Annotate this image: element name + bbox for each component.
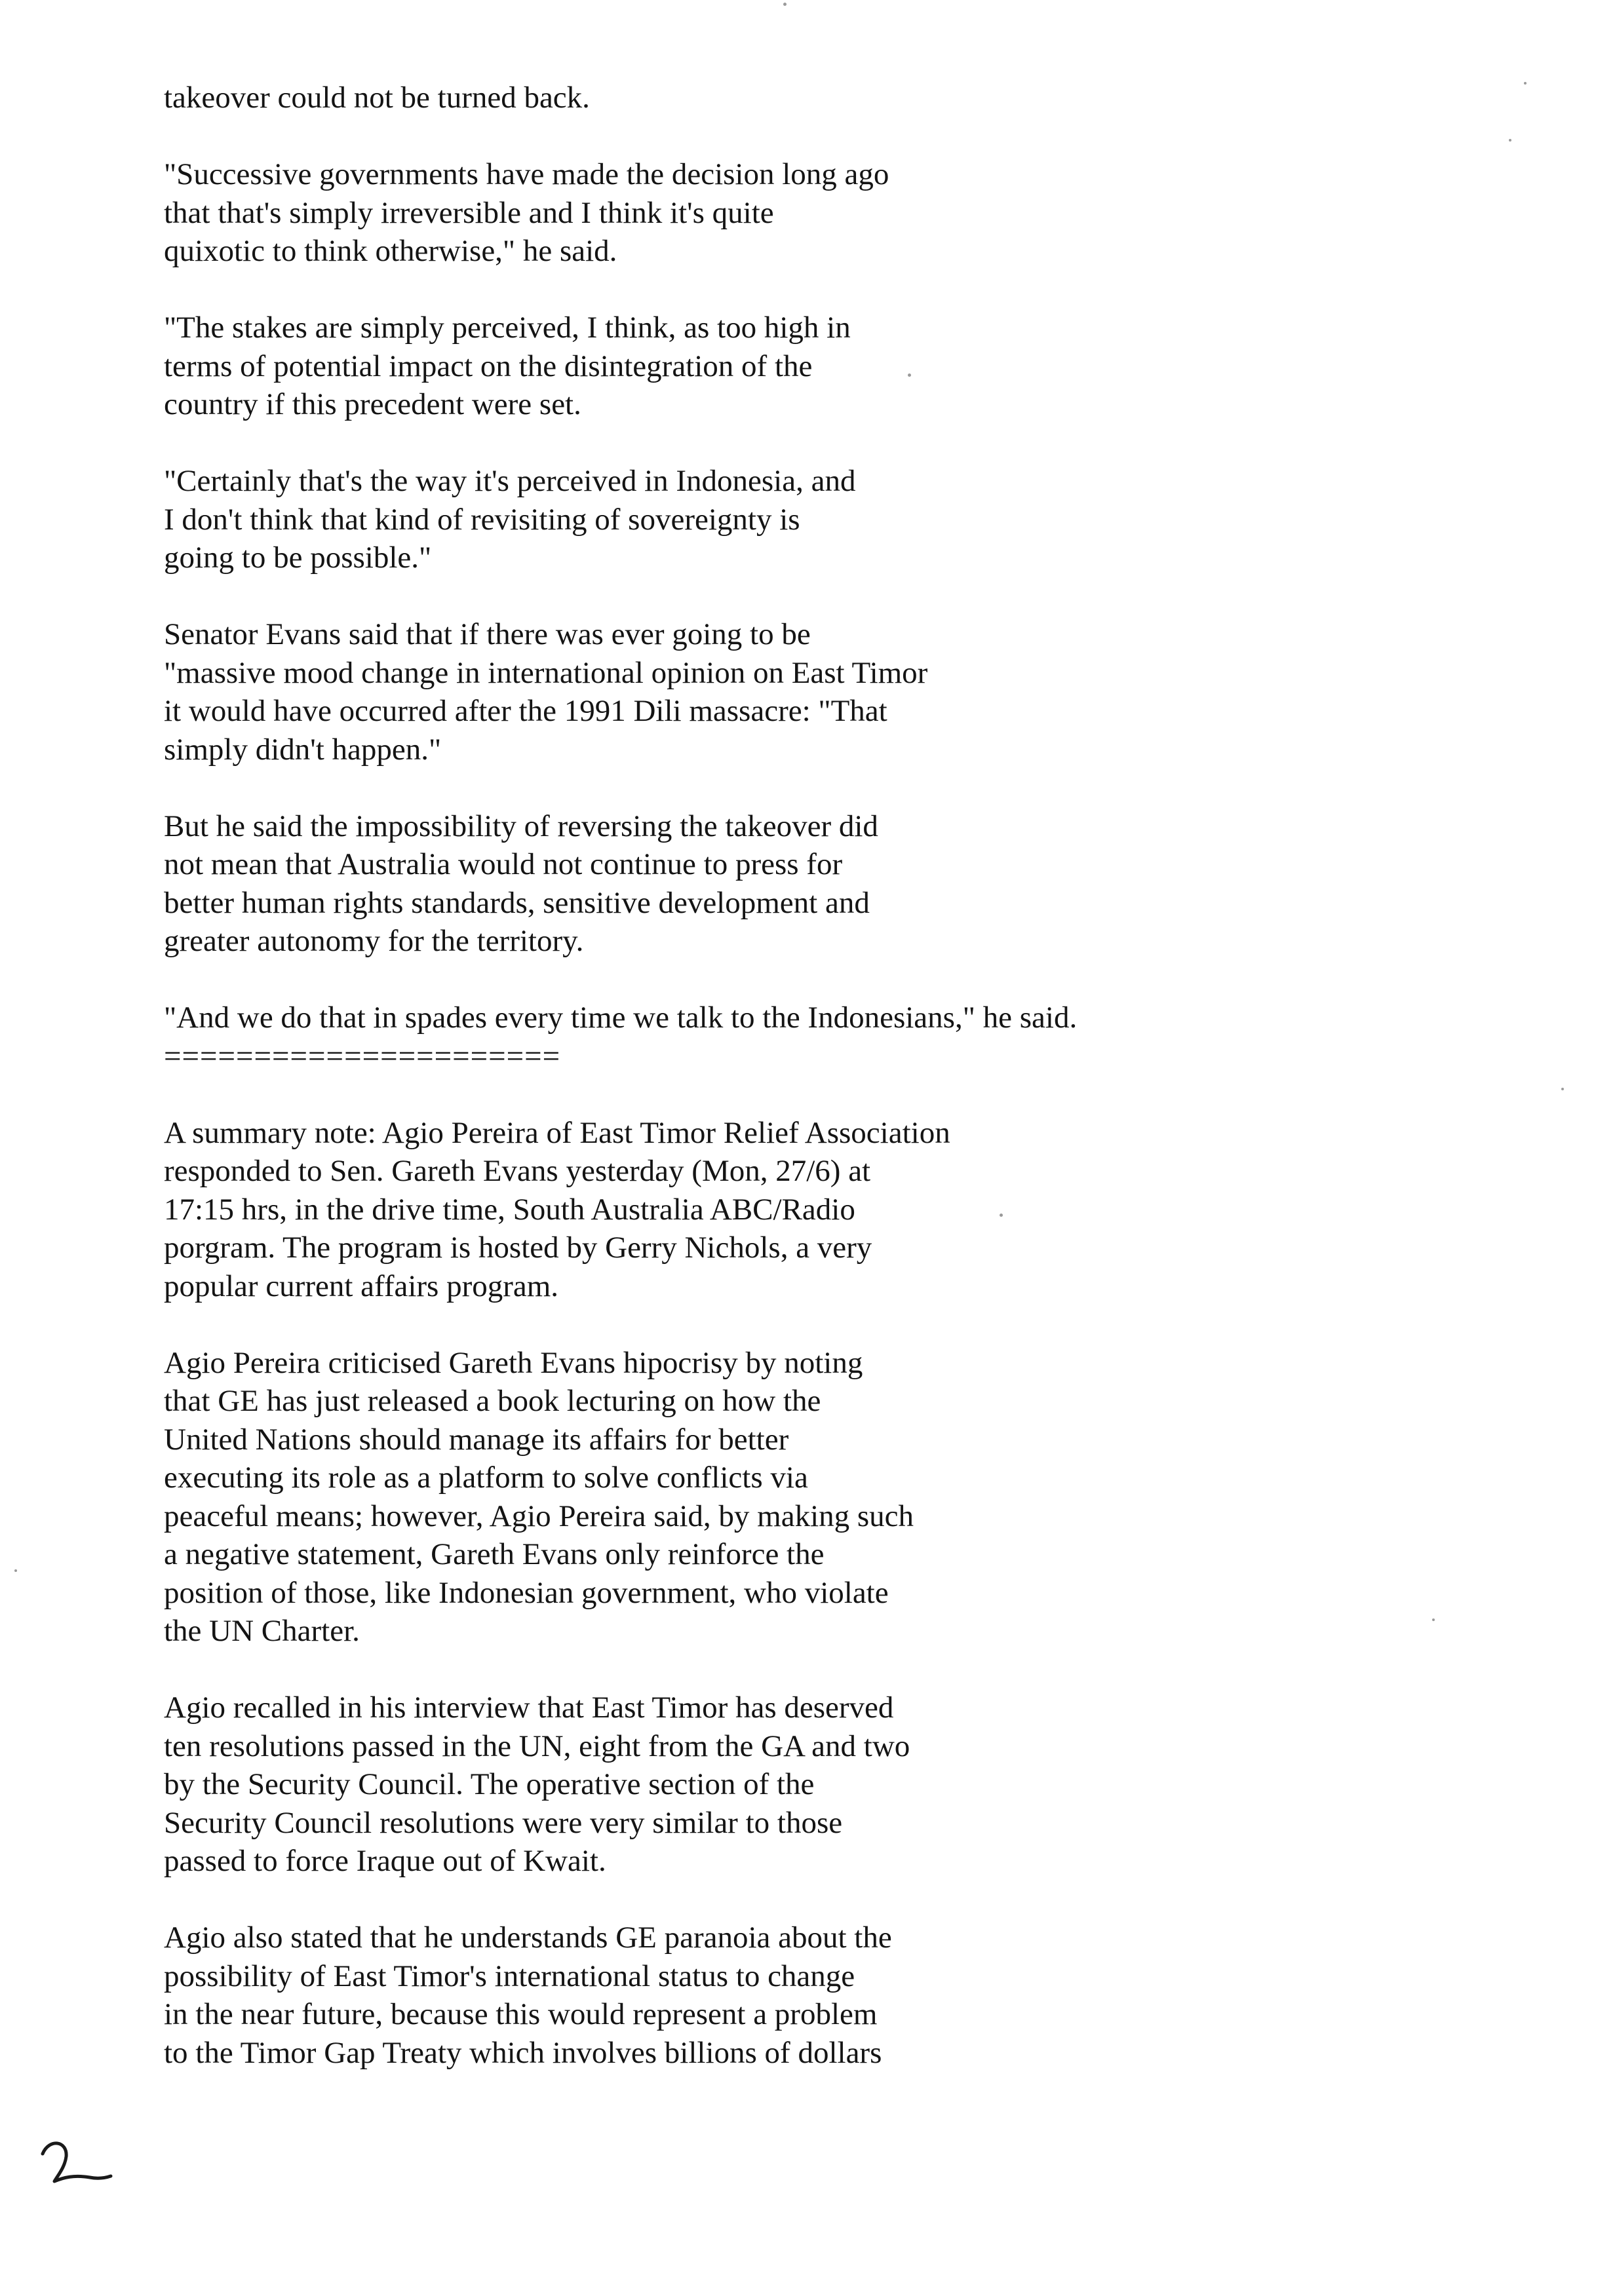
scan-speck xyxy=(783,3,787,6)
scan-speck xyxy=(14,1569,17,1572)
text-line: simply didn't happen." xyxy=(164,732,442,767)
text-line: going to be possible." xyxy=(164,541,432,575)
text-line: porgram. The program is hosted by Gerry Nichols, a very xyxy=(164,1231,872,1265)
paragraph xyxy=(164,1344,1475,1651)
text-line: that GE has just released a book lecturing on how the xyxy=(164,1384,821,1418)
text-line: that that's simply irreversible and I think it's quite xyxy=(164,195,774,230)
text-line: "Certainly that's the way it's perceived in Indonesia, and xyxy=(164,464,856,498)
text-line: I don't think that kind of revisiting of sovereignty is xyxy=(164,502,800,537)
text-line: popular current affairs program. xyxy=(164,1269,559,1303)
text-line: ten resolutions passed in the UN, eight from the GA and two xyxy=(164,1729,910,1763)
text-line: greater autonomy for the territory. xyxy=(164,924,584,958)
text-line: Agio also stated that he understands GE paranoia about the xyxy=(164,1921,892,1955)
text-line: But he said the impossibility of reversing the takeover did xyxy=(164,809,878,843)
text-line: A summary note: Agio Pereira of East Timor Relief Association xyxy=(164,1115,950,1150)
scan-speck xyxy=(1000,1214,1003,1217)
text-line: to the Timor Gap Treaty which involves billions of dollars xyxy=(164,2035,882,2070)
paragraph xyxy=(164,1919,1475,2072)
separator-line: ====================== xyxy=(164,1039,561,1073)
paragraph xyxy=(164,309,1475,424)
text-line: the UN Charter. xyxy=(164,1614,360,1648)
paragraph xyxy=(164,615,1475,769)
text-line: it would have occurred after the 1991 Dili massacre: "That xyxy=(164,694,887,728)
paragraph xyxy=(164,999,1475,1075)
text-line: by the Security Council. The operative section of the xyxy=(164,1767,815,1801)
scan-speck xyxy=(908,373,911,377)
scan-speck xyxy=(1524,82,1527,85)
text-line: quixotic to think otherwise," he said. xyxy=(164,234,617,268)
paragraph xyxy=(164,807,1475,961)
document-body xyxy=(164,79,1475,2111)
text-line: a negative statement, Gareth Evans only reinforce the xyxy=(164,1537,825,1571)
text-line: "And we do that in spades every time we talk to the Indonesians," he said. xyxy=(164,1001,1078,1035)
paragraph xyxy=(164,79,1475,117)
text-line: "Successive governments have made the decision long ago xyxy=(164,157,889,191)
paragraph xyxy=(164,462,1475,577)
text-line: responded to Sen. Gareth Evans yesterday (Mon, 27/6) at xyxy=(164,1154,871,1188)
scan-speck xyxy=(1509,139,1511,142)
text-line: country if this precedent were set. xyxy=(164,387,581,421)
handwritten-page-number xyxy=(29,2126,121,2198)
text-line: "massive mood change in international opinion on East Timor xyxy=(164,655,928,690)
text-line: possibility of East Timor's international status to change xyxy=(164,1959,855,1993)
text-line: United Nations should manage its affairs for better xyxy=(164,1422,789,1457)
paragraph xyxy=(164,1114,1475,1306)
text-line: in the near future, because this would represent a problem xyxy=(164,1997,878,2031)
text-line: executing its role as a platform to solve conflicts via xyxy=(164,1461,808,1495)
scan-speck xyxy=(1432,1618,1435,1621)
scan-speck xyxy=(1561,1088,1564,1090)
text-line: not mean that Australia would not continue to press for xyxy=(164,847,843,881)
paragraph xyxy=(164,155,1475,271)
text-line: peaceful means; however, Agio Pereira said, by making such xyxy=(164,1499,914,1533)
text-line: terms of potential impact on the disintegration of the xyxy=(164,349,813,383)
text-line: takeover could not be turned back. xyxy=(164,81,590,115)
text-line: passed to force Iraque out of Kwait. xyxy=(164,1844,606,1878)
text-line: Security Council resolutions were very similar to those xyxy=(164,1805,843,1840)
text-line: Agio recalled in his interview that East Timor has deserved xyxy=(164,1691,894,1725)
text-line: Agio Pereira criticised Gareth Evans hipocrisy by noting xyxy=(164,1345,863,1380)
text-line: "The stakes are simply perceived, I think, as too high in xyxy=(164,311,851,345)
text-line: Senator Evans said that if there was ever going to be xyxy=(164,617,811,651)
paragraph xyxy=(164,1689,1475,1881)
text-line: position of those, like Indonesian government, who violate xyxy=(164,1575,889,1610)
text-line: better human rights standards, sensitive development and xyxy=(164,885,870,920)
text-line: 17:15 hrs, in the drive time, South Australia ABC/Radio xyxy=(164,1192,855,1227)
